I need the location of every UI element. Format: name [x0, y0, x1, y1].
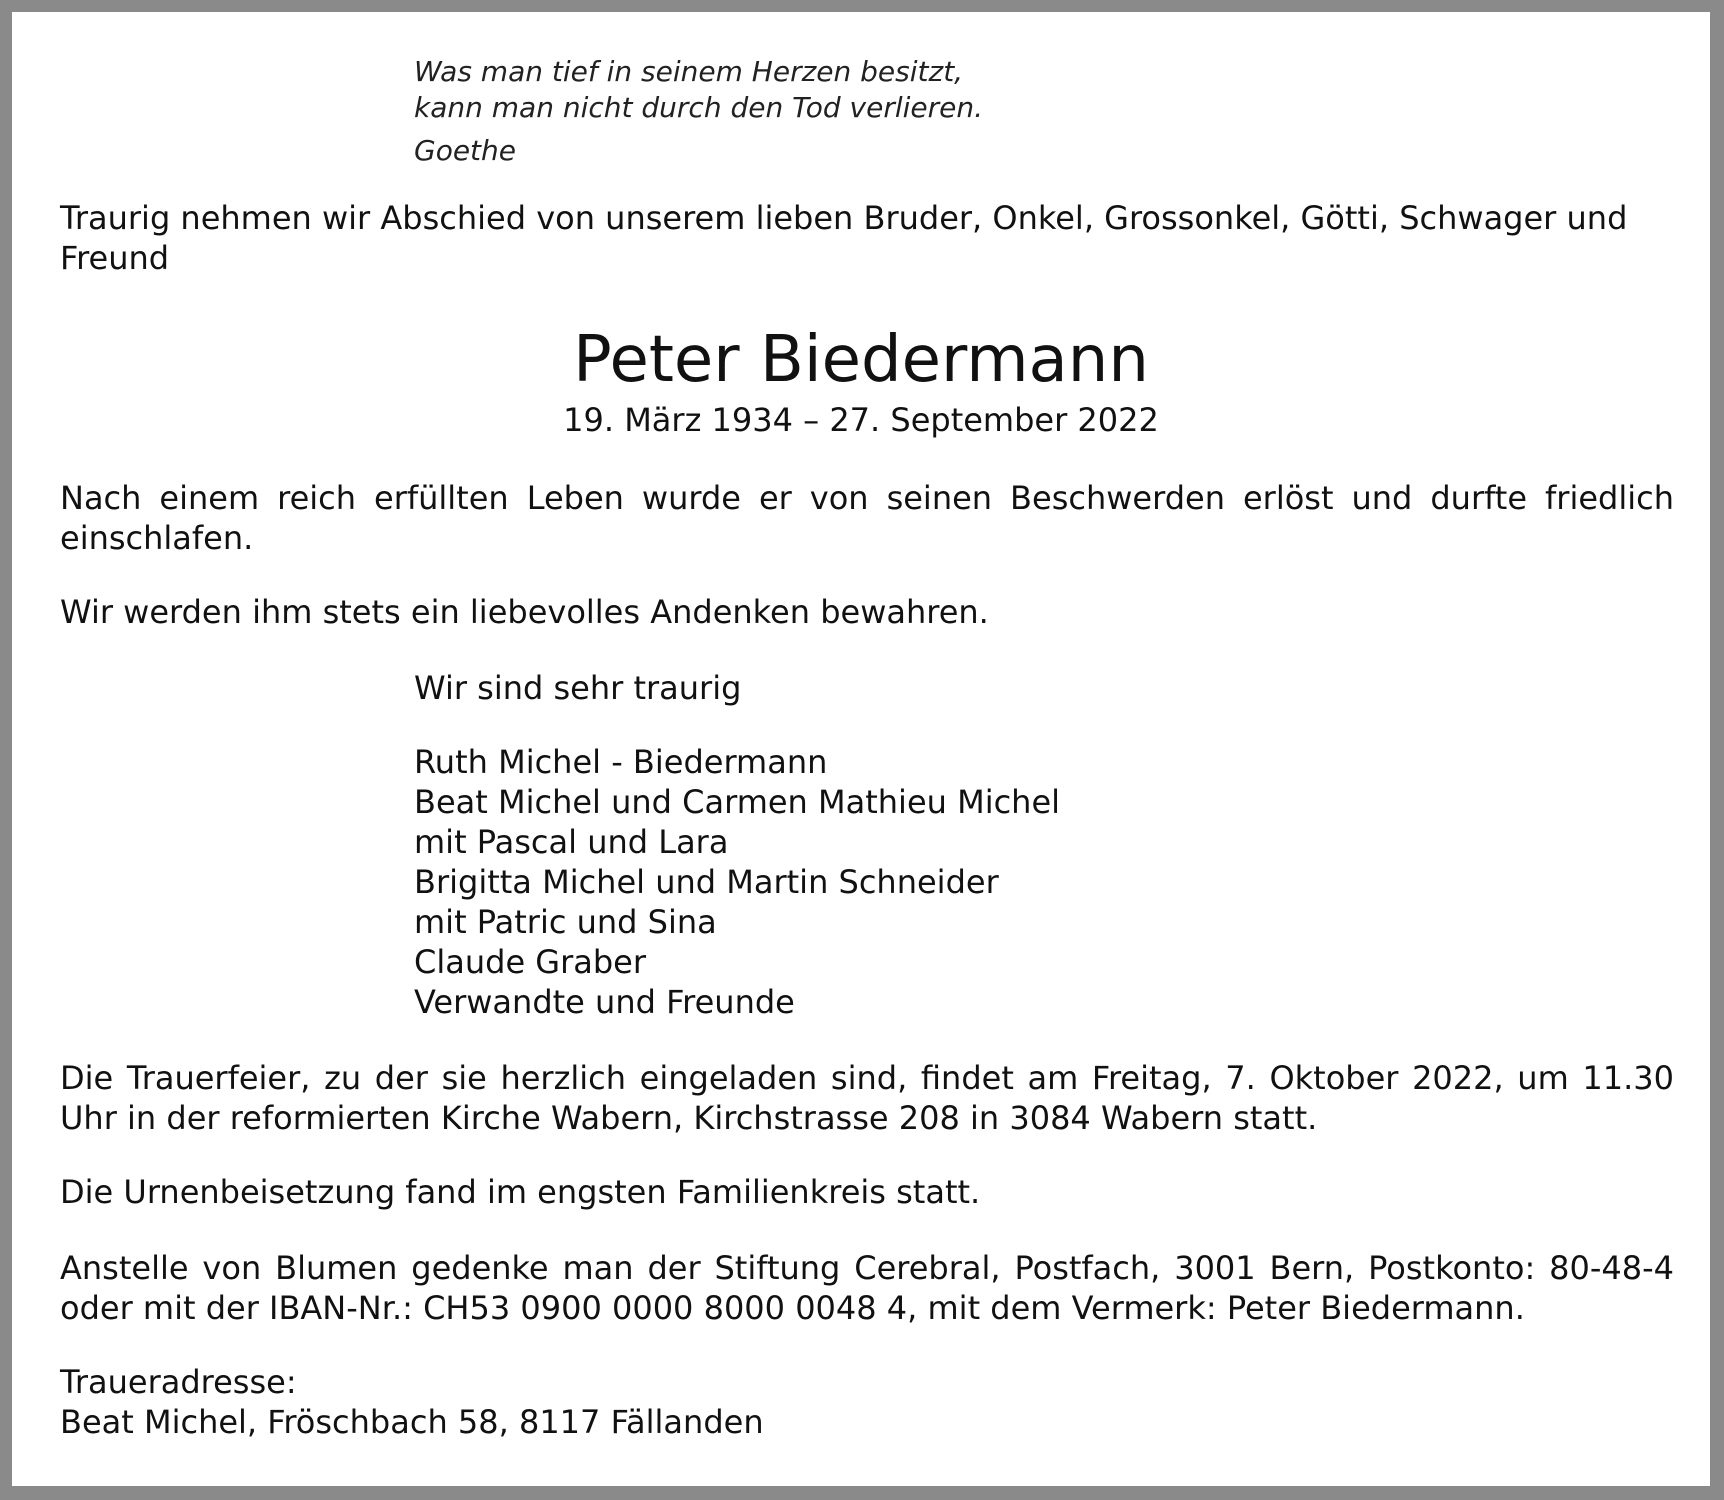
life-dates: 19. März 1934 – 27. September 2022: [563, 401, 1159, 439]
ceremony-text: Die Trauerfeier, zu der sie herzlich eingeladen sind, findet am Freitag, 7. Oktober 2022, um 11.30 Uhr in der reformierten Kirche Wabern, Kirchstrasse 208 in 3084 Wabern statt.: [60, 1059, 1674, 1137]
quote-line: kann man nicht durch den Tod verlieren.: [414, 91, 984, 124]
burial-text: Die Urnenbeisetzung fand im engsten Familienkreis statt.: [60, 1173, 981, 1211]
mourners-heading: Wir sind sehr traurig: [414, 669, 742, 707]
paragraph-remembrance: Wir werden ihm stets ein liebevolles Andenken bewahren.: [60, 593, 989, 631]
mourner-line: mit Pascal und Lara: [414, 823, 729, 861]
quote-line: Was man tief in seinem Herzen besitzt,: [414, 55, 964, 88]
donation-text: Anstelle von Blumen gedenke man der Stiftung Cerebral, Postfach, 3001 Bern, Postkonto: 80-48-4 oder mit der IBAN-Nr.: CH53 0900 0000 8000 0048 4, mit dem Vermerk: Peter Biedermann.: [60, 1249, 1674, 1327]
mourning-address: [60, 1362, 1674, 1442]
mourner-line: Beat Michel und Carmen Mathieu Michel: [414, 783, 1061, 821]
mourners-list: [414, 742, 1060, 1022]
quote-author: Goethe: [414, 134, 517, 167]
paragraph-life: Nach einem reich erfüllten Leben wurde er von seinen Beschwerden erlöst und durfte friedlich einschlafen.: [60, 479, 1674, 557]
quote: [414, 54, 983, 126]
obituary-page: [12, 12, 1710, 1486]
mourner-line: mit Patric und Sina: [414, 903, 717, 941]
mourner-line: Brigitta Michel und Martin Schneider: [414, 863, 999, 901]
address-label: Traueradresse:: [60, 1363, 297, 1401]
intro-text: Traurig nehmen wir Abschied von unserem lieben Bruder, Onkel, Grossonkel, Götti, Schwager und Freund: [60, 199, 1628, 277]
address-value: Beat Michel, Fröschbach 58, 8117 Fällanden: [60, 1403, 764, 1441]
mourner-line: Claude Graber: [414, 943, 647, 981]
deceased-name: Peter Biedermann: [573, 323, 1149, 397]
mourner-line: Ruth Michel - Biedermann: [414, 743, 828, 781]
mourner-line: Verwandte und Freunde: [414, 983, 795, 1021]
